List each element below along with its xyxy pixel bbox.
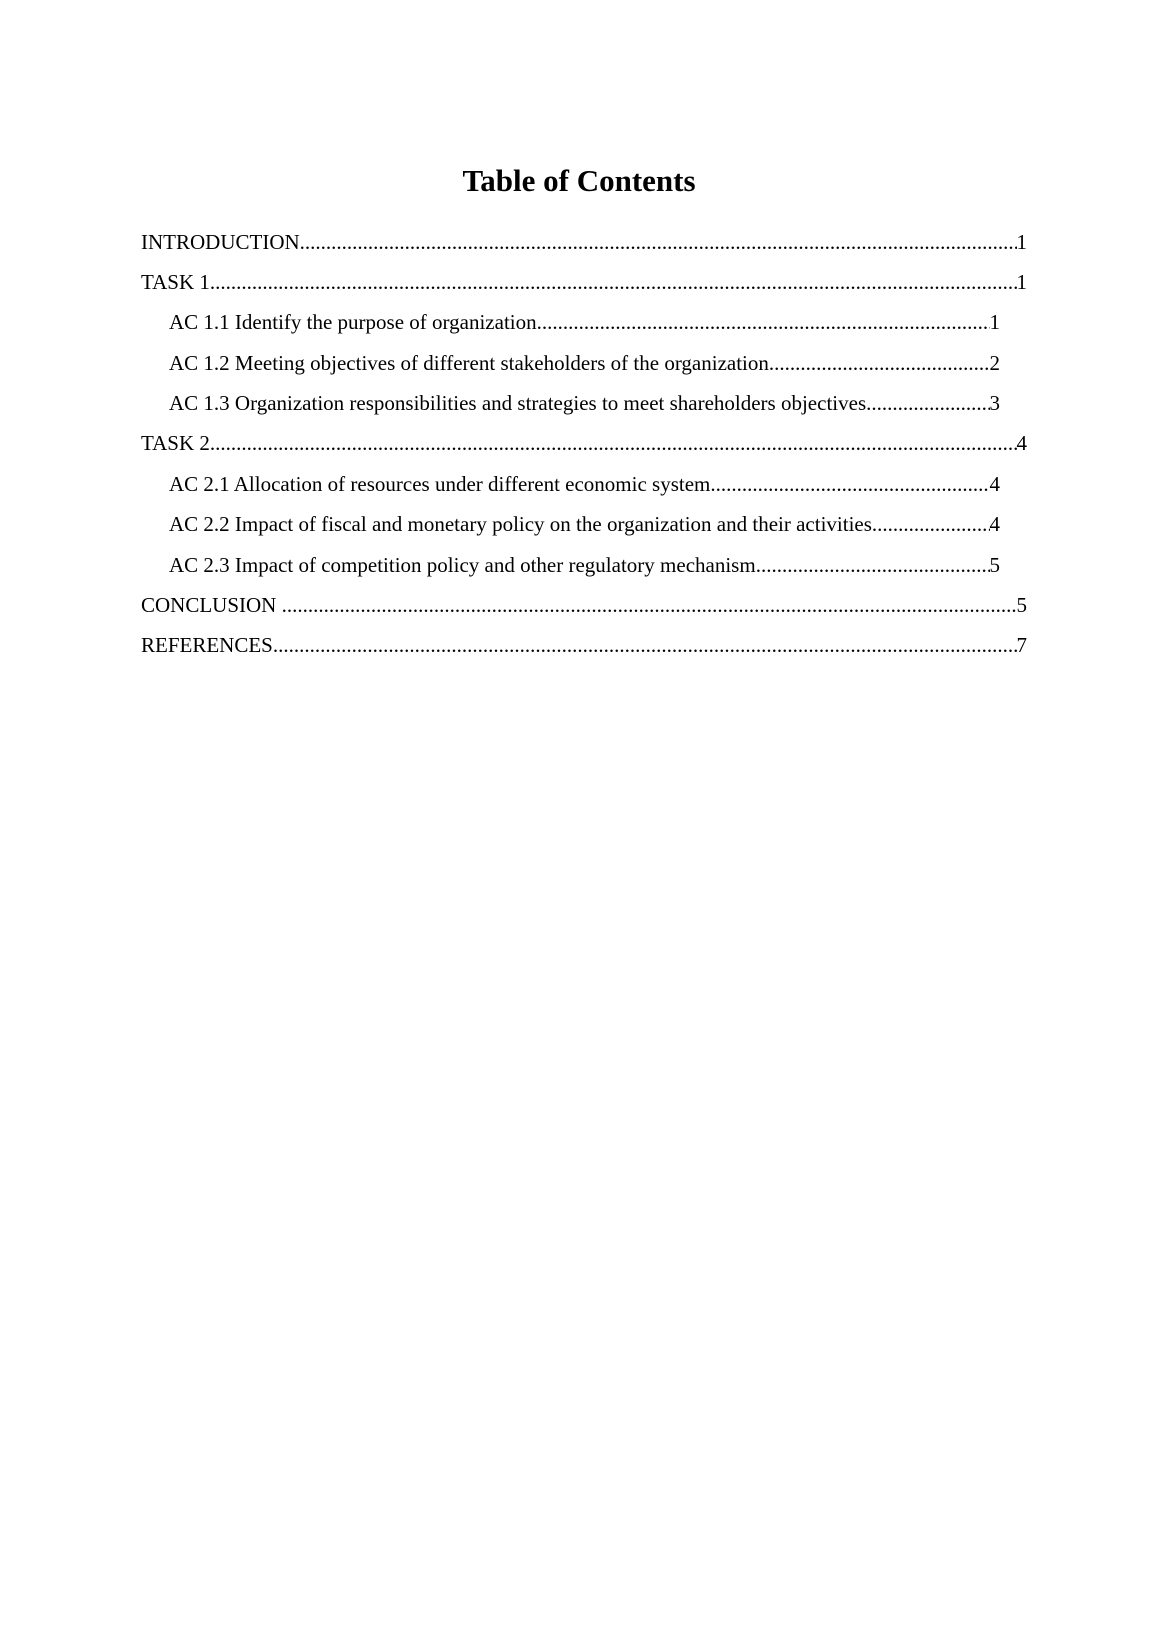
- toc-dot-leader: [300, 228, 1017, 256]
- toc-entry-page-number: 4: [989, 512, 1000, 536]
- toc-dot-leader: [210, 429, 1017, 457]
- toc-entry-page-number: 5: [989, 553, 1000, 577]
- toc-entry-page-number: 1: [1016, 230, 1027, 254]
- toc-dot-leader: [537, 308, 990, 336]
- toc-entry-label: CONCLUSION: [141, 593, 282, 617]
- toc-entry-task-1[interactable]: [141, 268, 1027, 296]
- toc-entry-page-number: 3: [989, 391, 1000, 415]
- toc-entry-references[interactable]: [141, 631, 1027, 659]
- toc-dot-leader: [210, 268, 1017, 296]
- toc-entry-page-number: 4: [1016, 431, 1027, 455]
- toc-entry-label: AC 1.1 Identify the purpose of organization: [169, 310, 537, 334]
- toc-title: Table of Contents: [462, 163, 696, 198]
- toc-entry-label: AC 2.3 Impact of competition policy and other regulatory mechanism: [169, 553, 756, 577]
- toc-entry-ac-2-2[interactable]: [169, 510, 1000, 538]
- toc-entry-ac-2-3[interactable]: [169, 551, 1000, 579]
- toc-entry-page-number: 4: [989, 472, 1000, 496]
- toc-entry-ac-1-2[interactable]: [169, 349, 1000, 377]
- toc-entry-page-number: 1: [989, 310, 1000, 334]
- toc-dot-leader: [273, 631, 1017, 659]
- toc-entry-label: INTRODUCTION: [141, 230, 300, 254]
- toc-entry-label: REFERENCES: [141, 633, 273, 657]
- toc-entry-page-number: 2: [989, 351, 1000, 375]
- toc-entry-ac-1-1[interactable]: [169, 308, 1000, 336]
- toc-entry-page-number: 5: [1016, 593, 1027, 617]
- toc-entry-label: AC 1.3 Organization responsibilities and strategies to meet shareholders objectives: [169, 391, 867, 415]
- toc-entry-conclusion[interactable]: [141, 591, 1027, 619]
- toc-dot-leader: [769, 349, 990, 377]
- toc-entry-page-number: 7: [1016, 633, 1027, 657]
- toc-dot-leader: [282, 591, 1017, 619]
- toc-entry-label: AC 2.1 Allocation of resources under different economic system: [169, 472, 711, 496]
- toc-dot-leader: [756, 551, 990, 579]
- toc-entry-label: AC 1.2 Meeting objectives of different stakeholders of the organization: [169, 351, 769, 375]
- toc-entry-page-number: 1: [1016, 270, 1027, 294]
- toc-entry-ac-1-3[interactable]: [169, 389, 1000, 417]
- toc-entry-label: AC 2.2 Impact of fiscal and monetary policy on the organization and their activities: [169, 512, 872, 536]
- toc-entry-introduction[interactable]: [141, 228, 1027, 256]
- toc-dot-leader: [710, 470, 989, 498]
- toc-entry-label: TASK 1: [141, 270, 210, 294]
- toc-entry-label: TASK 2: [141, 431, 210, 455]
- toc-dot-leader: [866, 389, 989, 417]
- toc-dot-leader: [872, 510, 990, 538]
- toc-entry-ac-2-1[interactable]: [169, 470, 1000, 498]
- toc-entry-task-2[interactable]: [141, 429, 1027, 457]
